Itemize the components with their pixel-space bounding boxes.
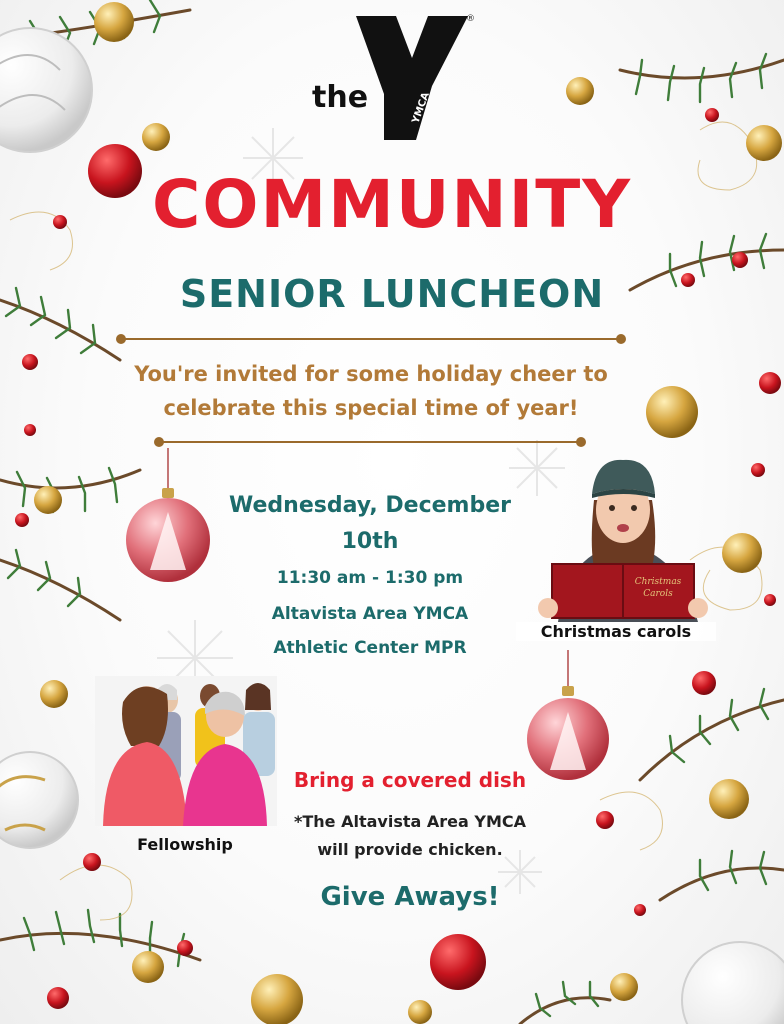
logo-wordmark: YMCA — [410, 90, 432, 126]
event-date-line-1: Wednesday, December — [229, 493, 511, 518]
ymca-y-logo-icon — [300, 14, 480, 144]
chicken-note-line-1: *The Altavista Area YMCA — [294, 812, 526, 831]
carols-caption: Christmas carols — [516, 622, 716, 641]
logo-registered-mark: ® — [466, 14, 475, 24]
event-date — [200, 488, 540, 560]
invite-line-1: You're invited for some holiday cheer to — [134, 362, 608, 386]
invite-line-2: celebrate this special time of year! — [163, 396, 579, 420]
ymca-logo — [300, 14, 480, 144]
divider-bottom — [159, 441, 581, 443]
giveaways-text: Give Aways! — [320, 882, 500, 912]
carol-book-text-1: Christmas — [634, 577, 682, 587]
fellowship-photo — [95, 676, 277, 826]
logo-prefix: the — [312, 80, 369, 115]
divider-top — [121, 338, 621, 340]
invite-text — [0, 357, 742, 425]
event-location-2: Athletic Center MPR — [273, 638, 467, 658]
covered-dish-heading: Bring a covered dish — [293, 768, 527, 792]
event-date-line-2: 10th — [341, 529, 399, 554]
carols-photo — [528, 450, 718, 622]
page-subtitle: SENIOR LUNCHEON — [179, 272, 605, 316]
event-time: 11:30 am - 1:30 pm — [276, 568, 464, 588]
chicken-note-line-2: will provide chicken. — [317, 840, 503, 859]
page-title: COMMUNITY — [151, 166, 633, 243]
fellowship-caption: Fellowship — [137, 835, 233, 854]
event-location-1: Altavista Area YMCA — [271, 604, 469, 624]
chicken-note — [270, 808, 550, 864]
carol-book-text-2: Carols — [643, 589, 673, 599]
